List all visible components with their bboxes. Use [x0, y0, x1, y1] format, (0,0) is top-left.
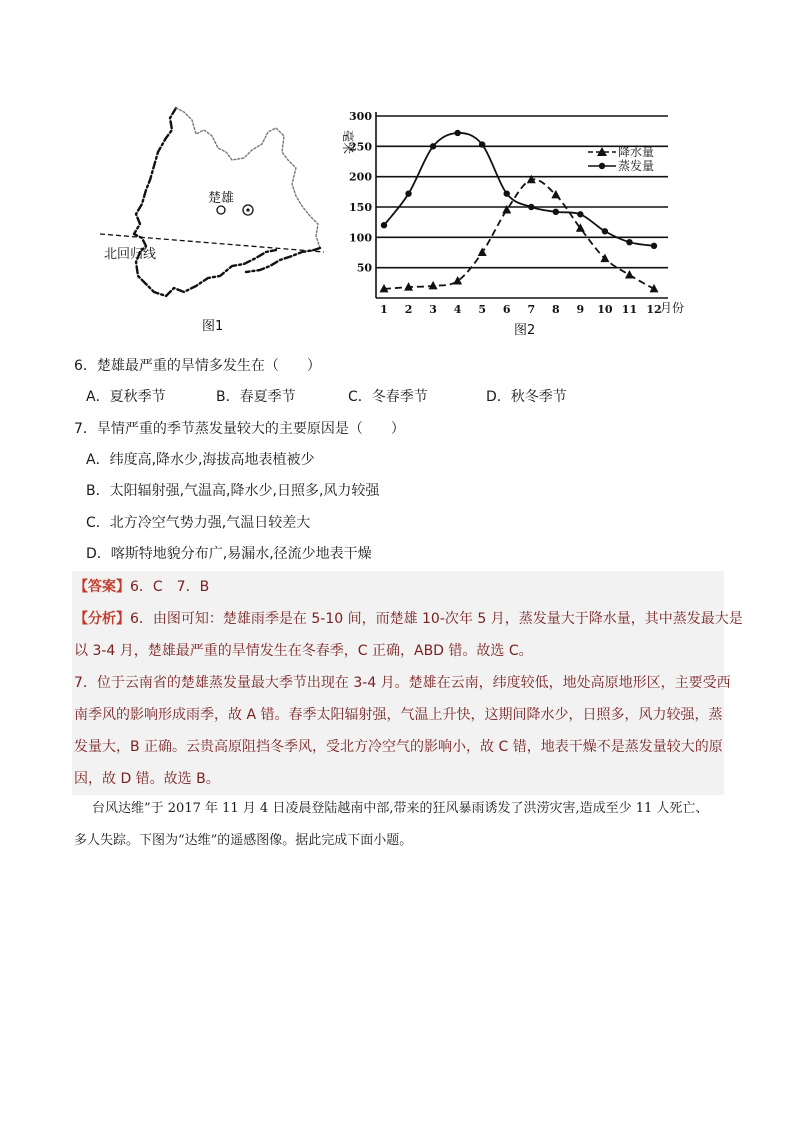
precip-point-10 [600, 254, 609, 262]
q7-option-b[interactable]: B．太阳辐射强,气温高,降水少,日照多,风力较强 [86, 483, 380, 499]
q6-option-b[interactable]: B．春夏季节 [216, 389, 296, 405]
x-tick-label-7: 7 [527, 303, 536, 316]
precip-point-11 [625, 270, 634, 279]
answer-line [74, 578, 209, 596]
evap-point-1 [381, 222, 387, 228]
x-tick-label-3: 3 [429, 303, 437, 316]
figure-2-caption: 图2 [514, 323, 536, 338]
precip-point-5 [478, 248, 487, 257]
city-marker-icon [217, 206, 225, 214]
analysis-line-6: 因，故 D 错。故选 B。 [74, 771, 220, 787]
q7-option-c[interactable]: C．北方冷空气势力强,气温日较差大 [86, 515, 311, 531]
x-tick-label-11: 11 [621, 303, 638, 316]
evap-point-4 [454, 130, 460, 136]
analysis-line-2: 以 3-4 月，楚雄最严重的旱情发生在冬春季，C 正确，ABD 错。故选 C。 [74, 643, 533, 659]
evap-point-3 [430, 143, 436, 149]
analysis-line-5: 发量大，B 正确。云贵高原阻挡冬季风，受北方冷空气的影响小，故 C 错，地表干燥不是蒸发量较大的原 [74, 739, 723, 755]
question-6-stem: 6．楚雄最严重的旱情多发生在（ ） [74, 358, 321, 374]
analysis-line-3: 7．位于云南省的楚雄蒸发量最大季节出现在 3-4 月。楚雄在云南，纬度较低，地处高原地形区，主要受西 [74, 675, 731, 691]
y-tick-label-250: 250 [349, 140, 372, 154]
x-tick-label-1: 1 [380, 303, 388, 316]
q6-option-d[interactable]: D．秋冬季节 [486, 389, 567, 405]
y-tick-label-200: 200 [349, 170, 372, 184]
q7-option-a[interactable]: A．纬度高,降水少,海拔高地表植被少 [86, 452, 315, 468]
evap-point-2 [405, 190, 411, 196]
legend-evap-label: 蒸发量 [618, 159, 655, 173]
capital-marker-dot [246, 208, 249, 211]
x-tick-label-5: 5 [478, 303, 487, 316]
x-tick-label-6: 6 [502, 303, 511, 316]
chart-x-ticks [380, 303, 661, 316]
intro-line-2: 多人失踪。下图为“达维”的遥感图像。据此完成下面小题。 [74, 833, 413, 848]
province-outline-east [246, 248, 320, 272]
evap-point-9 [577, 211, 583, 217]
evap-point-7 [528, 204, 534, 210]
evap-point-6 [504, 190, 510, 196]
legend-precip-label: 降水量 [618, 145, 655, 159]
x-tick-label-12: 12 [646, 303, 662, 316]
city-label: 楚雄 [208, 191, 235, 206]
y-axis-label: 毫米 [341, 130, 355, 155]
precip-point-4 [453, 276, 462, 285]
tropic-label: 北回归线 [104, 247, 157, 262]
evap-point-8 [553, 209, 559, 215]
q7-option-d[interactable]: D．喀斯特地貌分布广,易漏水,径流少地表干燥 [86, 546, 372, 562]
answer-text: 6．C 7．B [130, 579, 210, 595]
q6-option-c[interactable]: C．冬春季节 [348, 389, 428, 405]
figure-1-caption: 图1 [202, 319, 224, 334]
q6-option-a[interactable]: A．夏秋季节 [86, 389, 166, 405]
analysis-text-1: 6．由图可知：楚雄雨季是在 5-10 间，而楚雄 10-次年 5 月，蒸发量大于降水量，其中蒸发最大是 [130, 611, 743, 627]
legend-circle-icon [599, 163, 605, 169]
x-tick-label-9: 9 [576, 303, 585, 316]
intro-line-1: 台风达维”于 2017 年 11 月 4 日凌晨登陆越南中部,带来的狂风暴雨诱发了洪涝灾害,造成至少 11 人死亡、 [92, 801, 709, 816]
analysis-tag: 【分析】 [74, 611, 130, 627]
evap-point-12 [651, 243, 657, 249]
question-7-stem: 7．旱情严重的季节蒸发量较大的主要原因是（ ） [74, 421, 405, 437]
series-line-0 [384, 179, 654, 289]
evap-point-10 [602, 228, 608, 234]
answer-tag: 【答案】 [74, 579, 130, 595]
x-tick-label-2: 2 [404, 303, 413, 316]
x-axis-label: 月份 [660, 301, 685, 315]
y-tick-label-100: 100 [349, 231, 372, 245]
evap-point-11 [626, 239, 632, 245]
evap-point-5 [479, 141, 485, 147]
x-tick-label-4: 4 [453, 303, 462, 316]
figure-2-chart [326, 100, 698, 340]
y-tick-label-50: 50 [356, 261, 372, 275]
y-tick-label-300: 300 [349, 110, 372, 123]
x-tick-label-8: 8 [551, 303, 560, 316]
precip-point-3 [429, 281, 438, 290]
province-outline-west [134, 108, 276, 296]
y-tick-label-150: 150 [349, 201, 372, 214]
figure-1-map [96, 100, 332, 338]
analysis-line-1 [74, 610, 743, 628]
x-tick-label-10: 10 [597, 303, 613, 316]
chart-legend [588, 144, 654, 173]
province-outline-north [176, 108, 320, 248]
series-line-1 [384, 133, 654, 246]
analysis-line-4: 南季风的影响形成雨季，故 A 错。春季太阳辐射强，气温上升快，这期间降水少，日照多，风力较强，蒸 [74, 707, 723, 723]
